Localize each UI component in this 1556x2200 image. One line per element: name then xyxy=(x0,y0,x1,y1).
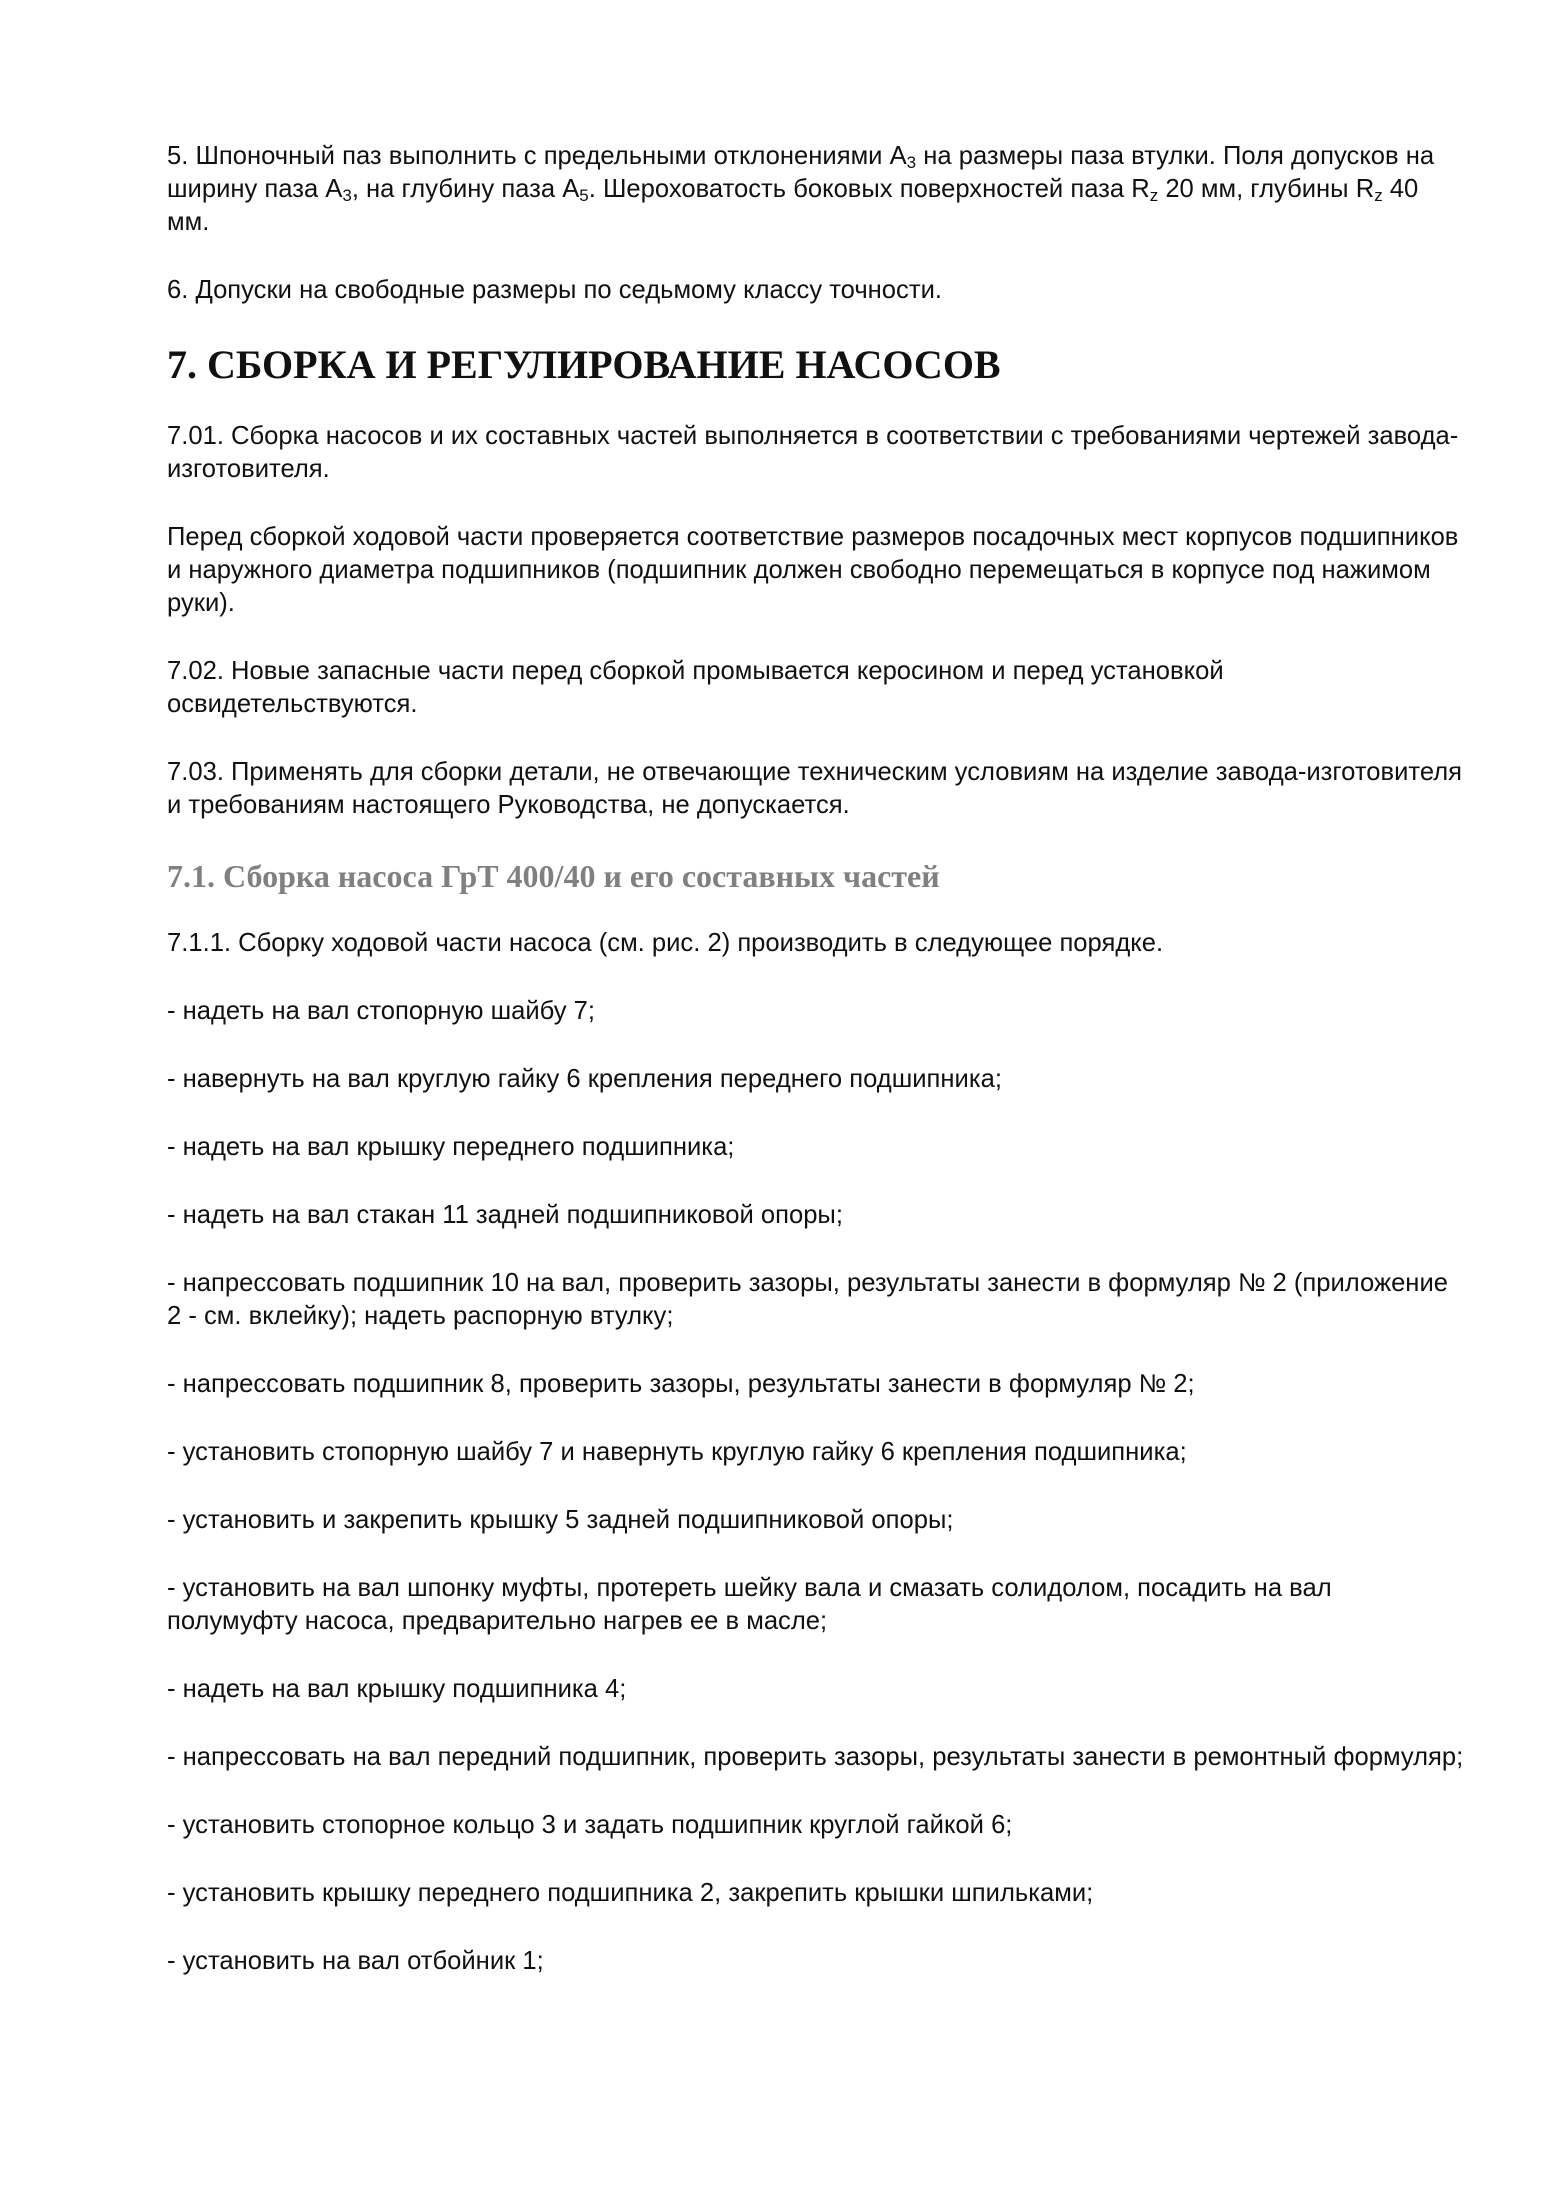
list-item: - напрессовать на вал передний подшипник, проверить зазоры, результаты занести в ремонтный формуляр; xyxy=(167,1743,1464,1771)
paragraph-7-1-1: 7.1.1. Сборку ходовой части насоса (см. рис. 2) производить в следующее порядке. xyxy=(167,929,1164,957)
list-item: - установить стопорное кольцо 3 и задать подшипник круглой гайкой 6; xyxy=(167,1811,1013,1839)
section-heading-7: 7. СБОРКА И РЕГУЛИРОВАНИЕ НАСОСОВ xyxy=(167,342,1001,387)
list-item: - установить и закрепить крышку 5 задней подшипниковой опоры; xyxy=(167,1506,954,1534)
assembly-steps-list xyxy=(167,995,1467,1978)
list-item: - надеть на вал крышку переднего подшипника; xyxy=(167,1133,735,1161)
list-item: - навернуть на вал круглую гайку 6 крепления переднего подшипника; xyxy=(167,1065,1002,1093)
paragraph-7-03: 7.03. Применять для сборки детали, не отвечающие техническим условиям на изделие завода-изготовителя и требованиям настоящего Руководства, не допускается. xyxy=(167,758,1463,819)
paragraph-6: 6. Допуски на свободные размеры по седьмому классу точности. xyxy=(167,276,942,304)
paragraph-7-01-continued: Перед сборкой ходовой части проверяется соответствие размеров посадочных мест корпусов подшипников и наружного диаметра подшипников (подшипник должен свободно перемещаться в корпусе под нажимом руки). xyxy=(167,523,1459,617)
subsection-heading-7-1: 7.1. Сборка насоса ГрТ 400/40 и его составных частей xyxy=(167,858,940,894)
list-item: - установить крышку переднего подшипника 2, закрепить крышки шпильками; xyxy=(167,1879,1094,1907)
paragraph-7-01: 7.01. Сборка насосов и их составных частей выполняется в соответствии с требованиями чертежей завода-изготовителя. xyxy=(167,422,1459,483)
list-item: - надеть на вал стопорную шайбу 7; xyxy=(167,997,595,1025)
list-item: - надеть на вал крышку подшипника 4; xyxy=(167,1675,627,1703)
list-item: - установить стопорную шайбу 7 и навернуть круглую гайку 6 крепления подшипника; xyxy=(167,1438,1187,1466)
page-content xyxy=(167,140,1467,2013)
list-item: - надеть на вал стакан 11 задней подшипниковой опоры; xyxy=(167,1201,843,1229)
paragraph-7-02: 7.02. Новые запасные части перед сборкой промывается керосином и перед установкой освидетельствуются. xyxy=(167,657,1224,718)
paragraph-5: 5. Шпоночный паз выполнить с предельными отклонениями $А_3$ на размеры паза втулки. Поля допусков на ширину паза $А_3$, на глубину паза $А_5$. Шероховатость боковых поверхностей паза $R_z$ 20 мм, глубины $R_z$ 40 мм. xyxy=(167,142,1435,236)
list-item: - установить на вал шпонку муфты, протереть шейку вала и смазать солидолом, посадить на вал полумуфту насоса, предварительно нагрев ее в масле; xyxy=(167,1574,1332,1635)
list-item: - напрессовать подшипник 8, проверить зазоры, результаты занести в формуляр № 2; xyxy=(167,1370,1195,1398)
list-item: - установить на вал отбойник 1; xyxy=(167,1947,544,1975)
list-item: - напрессовать подшипник 10 на вал, проверить зазоры, результаты занести в формуляр № 2 (приложение 2 - см. вклейку); надеть распорную втулку; xyxy=(167,1269,1448,1330)
